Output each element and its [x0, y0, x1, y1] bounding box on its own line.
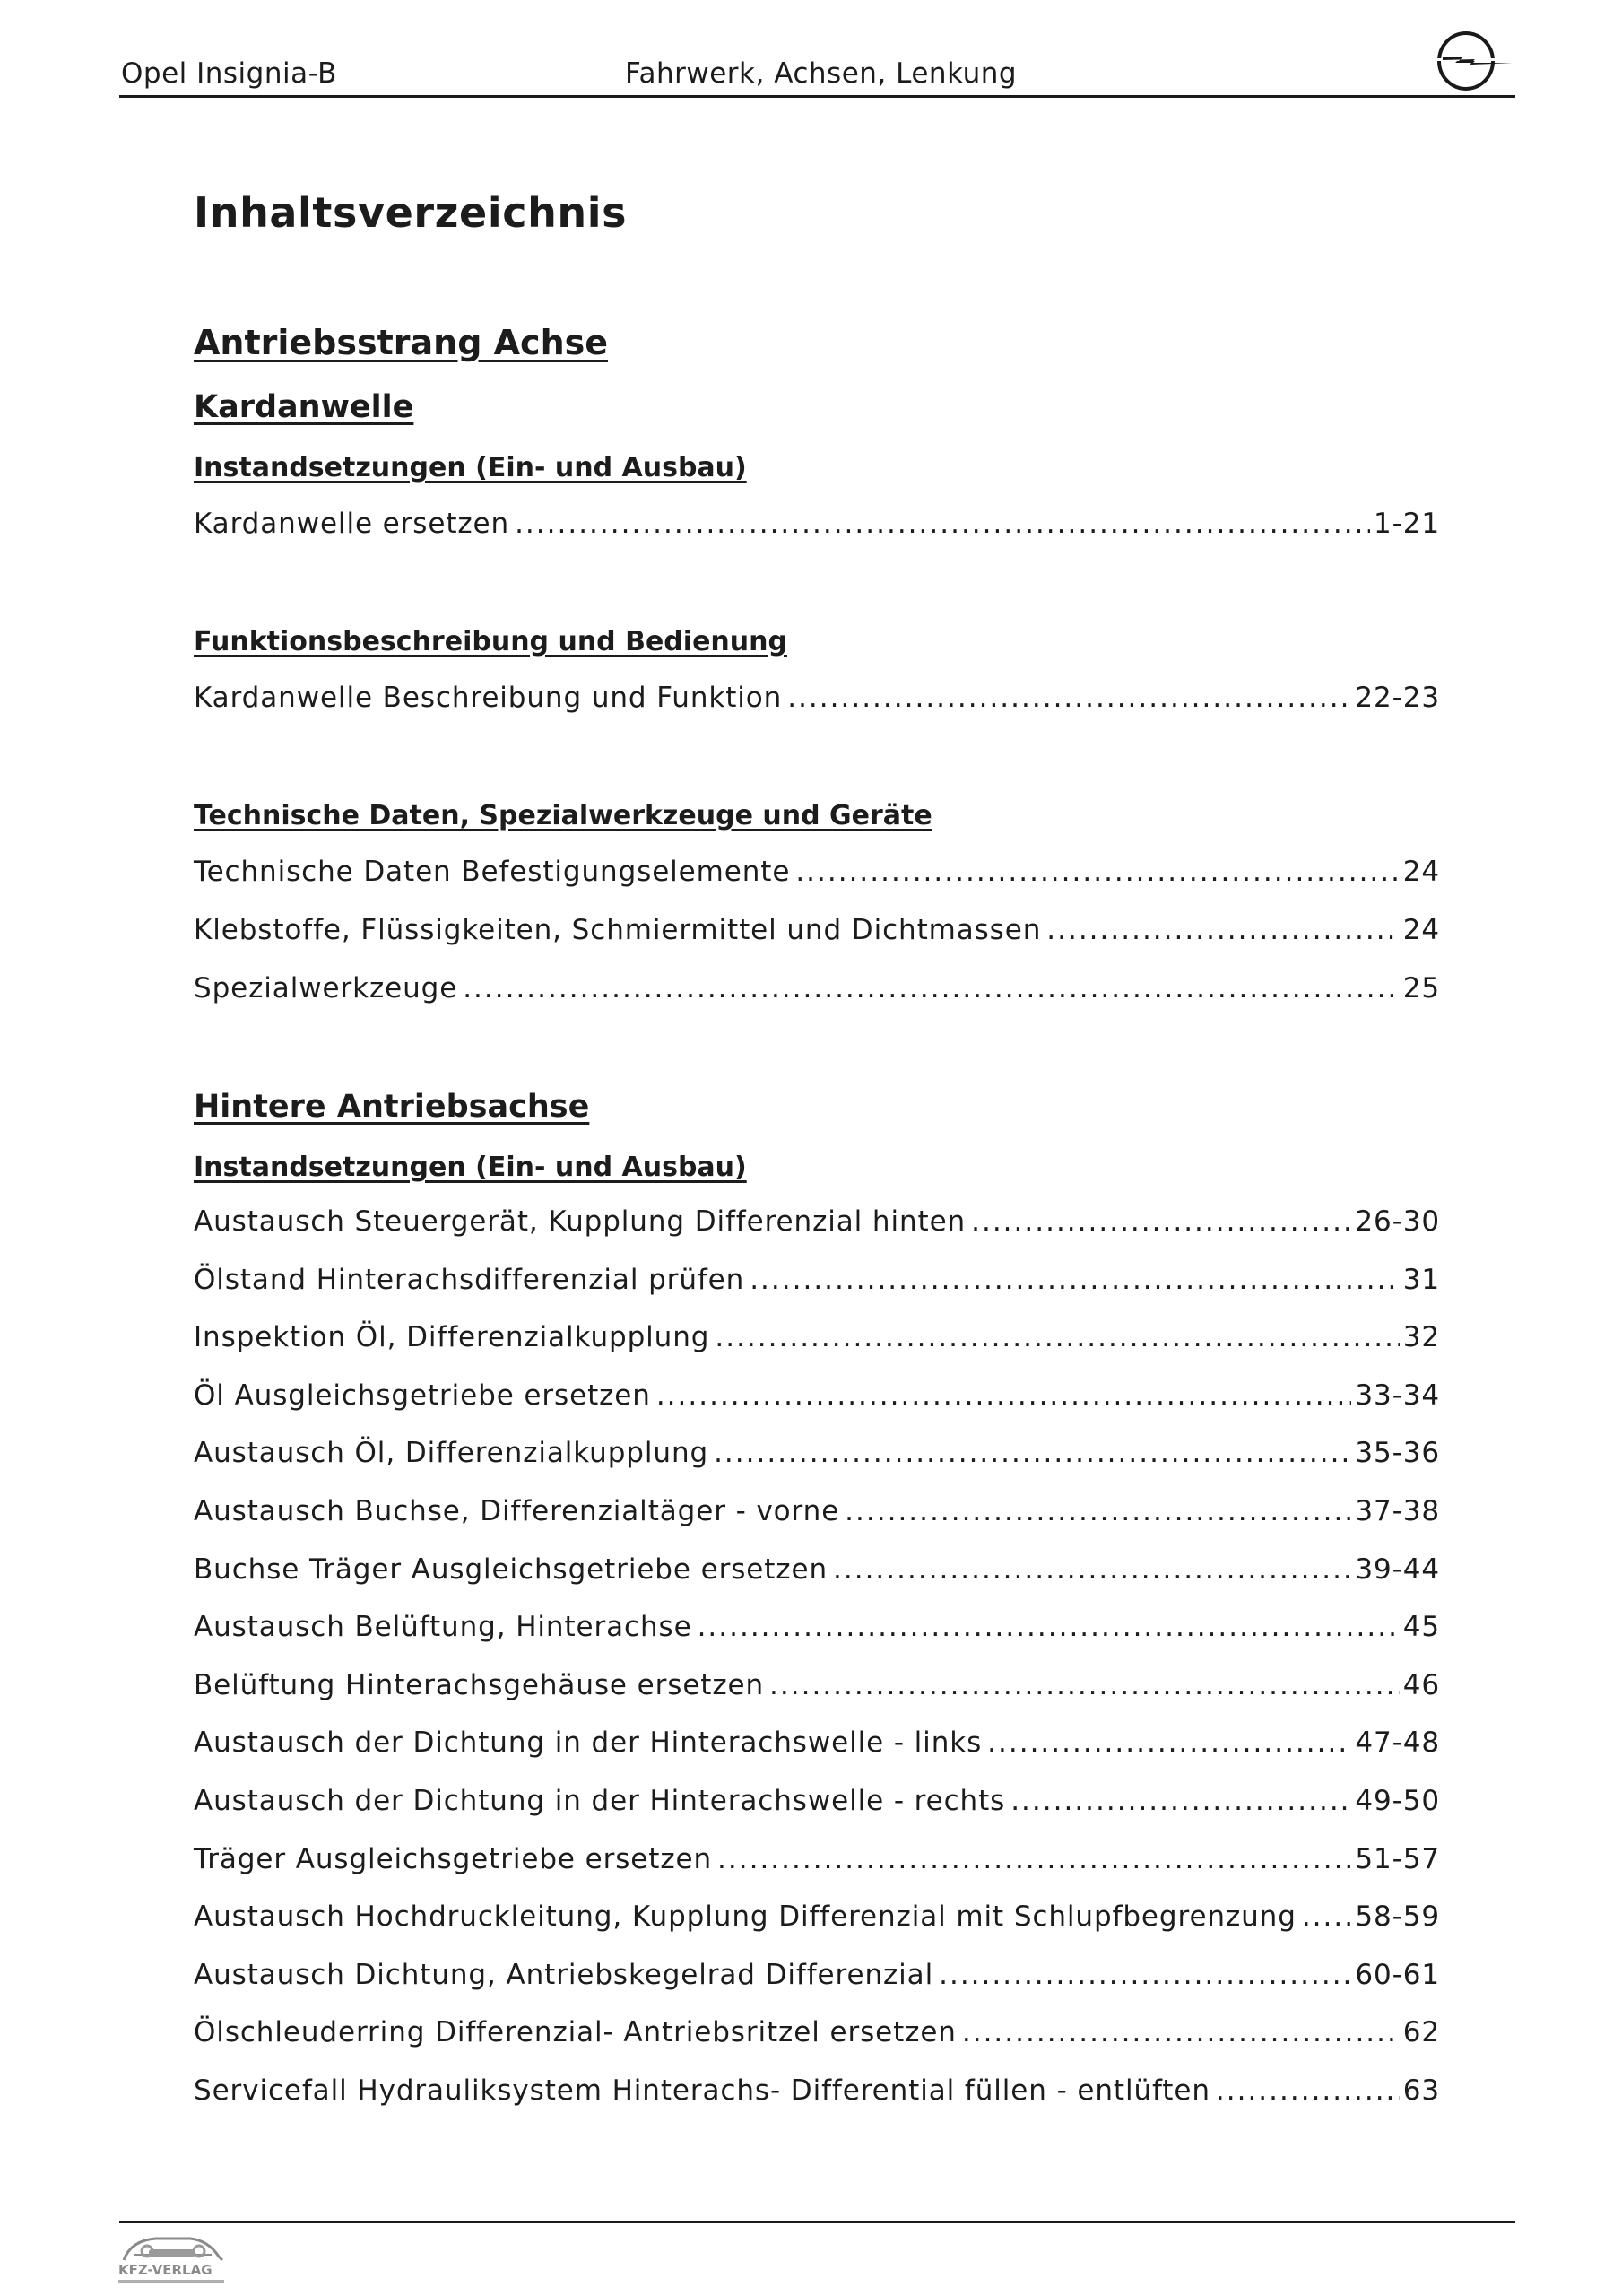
toc-entry-page: 45 [1402, 1611, 1440, 1643]
toc-entry-title: Austausch Belüftung, Hinterachse [194, 1611, 692, 1643]
toc-entry[interactable] [194, 682, 1440, 714]
header-section: Fahrwerk, Achsen, Lenkung [625, 57, 1018, 90]
toc-entry-page: 58-59 [1355, 1900, 1440, 1933]
toc-entry-page: 24 [1402, 914, 1440, 946]
toc-entry-title: Austausch der Dichtung in der Hinterachswelle - links [194, 1726, 983, 1759]
subsection-heading-instandsetzung: Instandsetzungen (Ein- und Ausbau) [194, 452, 747, 483]
subsection-heading-funktion: Funktionsbeschreibung und Bedienung [194, 626, 787, 657]
subsection-heading-instandsetzung: Instandsetzungen (Ein- und Ausbau) [194, 1152, 747, 1183]
toc-entry-title: Inspektion Öl, Differenzialkupplung [194, 1321, 710, 1353]
toc-entry-title: Austausch der Dichtung in der Hinterachswelle - rechts [194, 1785, 1006, 1817]
toc-entry[interactable] [194, 1843, 1440, 1875]
toc-entry[interactable] [194, 1264, 1440, 1296]
toc-entry-title: Austausch Hochdruckleitung, Kupplung Differenzial mit Schlupfbegrenzung [194, 1900, 1297, 1933]
toc-entry-title: Austausch Buchse, Differenzialtäger - vorne [194, 1495, 840, 1527]
toc-entry-page: 35-36 [1355, 1437, 1440, 1469]
toc-entry[interactable] [194, 508, 1440, 540]
toc-entry-title: Buchse Träger Ausgleichsgetriebe ersetzen [194, 1553, 828, 1586]
toc-entry-page: 46 [1402, 1669, 1440, 1701]
toc-entry-title: Ölschleuderring Differenzial- Antriebsritzel ersetzen [194, 2016, 957, 2048]
footer-divider [119, 2221, 1515, 2223]
toc-entry[interactable] [194, 1900, 1440, 1933]
car-wrench-logo-icon [115, 2228, 231, 2291]
toc-entry-title: Servicefall Hydrauliksystem Hinterachs- Differential füllen - entlüften [194, 2074, 1210, 2107]
toc-entry-page: 60-61 [1355, 1959, 1440, 1991]
toc-entry[interactable] [194, 1726, 1440, 1759]
toc-entry-title: Kardanwelle Beschreibung und Funktion [194, 682, 783, 714]
footer-publisher: KFZ-VERLAG [118, 2262, 213, 2278]
toc-entry-page: 62 [1402, 2016, 1440, 2048]
toc-entry[interactable] [194, 1205, 1440, 1238]
opel-blitz-icon [1416, 27, 1516, 95]
toc-entry-page: 39-44 [1355, 1553, 1440, 1586]
toc-entry[interactable] [194, 856, 1440, 888]
toc-entry-page: 26-30 [1355, 1205, 1440, 1238]
toc-entry-page: 31 [1402, 1264, 1440, 1296]
toc-entry[interactable] [194, 914, 1440, 946]
chapter-heading: Antriebsstrang Achse [194, 323, 609, 362]
toc-entry-title: Austausch Öl, Differenzialkupplung [194, 1437, 709, 1469]
toc-entry-page: 32 [1402, 1321, 1440, 1353]
toc-entry-page: 63 [1402, 2074, 1440, 2107]
toc-entry[interactable] [194, 972, 1440, 1004]
toc-entry-title: Austausch Steuergerät, Kupplung Differenzial hinten [194, 1205, 967, 1238]
toc-entry-title: Kardanwelle ersetzen [194, 508, 510, 540]
toc-entry-title: Öl Ausgleichsgetriebe ersetzen [194, 1379, 651, 1412]
toc-entry-title: Ölstand Hinterachsdifferenzial prüfen [194, 1264, 745, 1296]
page-header [119, 54, 1515, 98]
toc-entry-page: 49-50 [1355, 1785, 1440, 1817]
section-heading-hinterachse: Hintere Antriebsachse [194, 1089, 590, 1125]
toc-entry-page: 33-34 [1355, 1379, 1440, 1412]
toc-entry[interactable] [194, 1959, 1440, 1991]
toc-entry-title: Belüftung Hinterachsgehäuse ersetzen [194, 1669, 765, 1701]
toc-entry[interactable] [194, 1437, 1440, 1469]
toc-entry-page: 51-57 [1355, 1843, 1440, 1875]
header-brand: Opel Insignia-B [121, 57, 337, 90]
toc-entry-page: 24 [1402, 856, 1440, 888]
section-heading-kardanwelle: Kardanwelle [194, 389, 414, 425]
page-title: Inhaltsverzeichnis [194, 188, 628, 237]
toc-entry-title: Klebstoffe, Flüssigkeiten, Schmiermittel und Dichtmassen [194, 914, 1042, 946]
toc-entry-page: 1-21 [1374, 508, 1440, 540]
toc-entry-title: Träger Ausgleichsgetriebe ersetzen [194, 1843, 713, 1875]
toc-entry[interactable] [194, 1379, 1440, 1412]
toc-entry[interactable] [194, 1611, 1440, 1643]
subsection-heading-technik: Technische Daten, Spezialwerkzeuge und Geräte [194, 800, 932, 831]
toc-entry[interactable] [194, 1669, 1440, 1701]
toc-entry-title: Technische Daten Befestigungselemente [194, 856, 791, 888]
toc-entry-page: 37-38 [1355, 1495, 1440, 1527]
toc-entry-page: 47-48 [1355, 1726, 1440, 1759]
toc-entry-page: 22-23 [1355, 682, 1440, 714]
toc-entry-title: Spezialwerkzeuge [194, 972, 458, 1004]
toc-entry[interactable] [194, 2016, 1440, 2048]
toc-entry[interactable] [194, 1321, 1440, 1353]
toc-entry[interactable] [194, 1785, 1440, 1817]
toc-entry-page: 25 [1402, 972, 1440, 1004]
toc-entry[interactable] [194, 2074, 1440, 2107]
toc-entry[interactable] [194, 1553, 1440, 1586]
toc-entry[interactable] [194, 1495, 1440, 1527]
toc-entry-title: Austausch Dichtung, Antriebskegelrad Differenzial [194, 1959, 934, 1991]
